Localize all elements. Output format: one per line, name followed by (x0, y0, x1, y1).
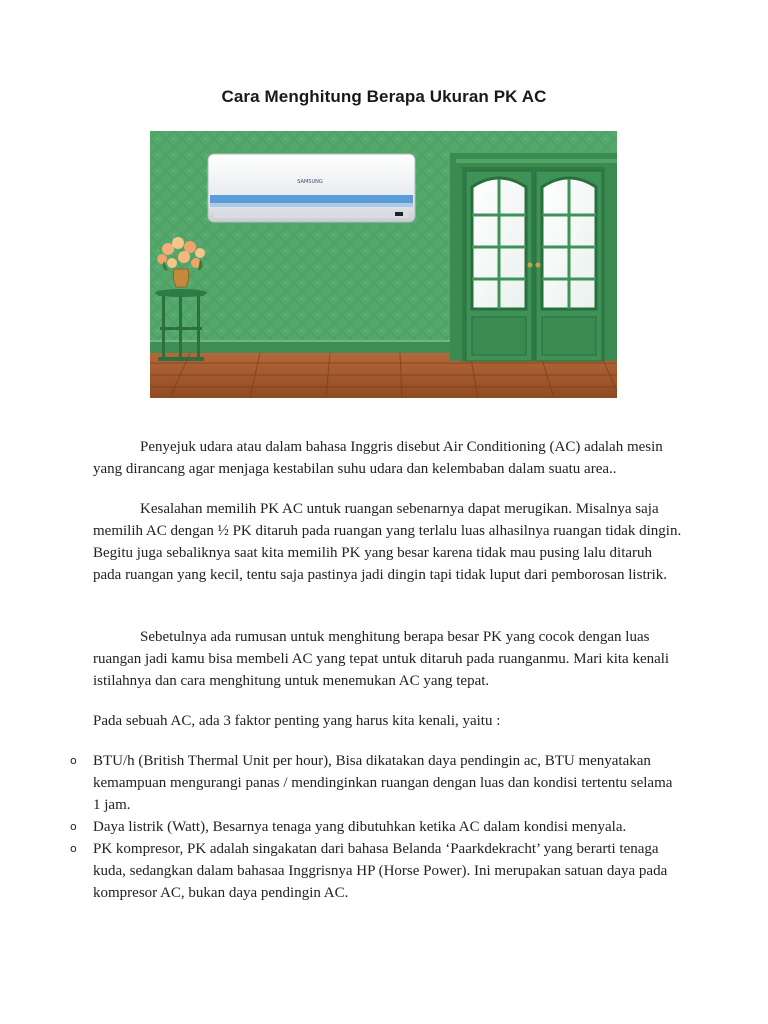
air-conditioner-unit (208, 154, 415, 222)
bullet-marker: o (70, 842, 77, 855)
document-title: Cara Menghitung Berapa Ukuran PK AC (221, 87, 547, 106)
paragraph-pk-mistake: Kesalahan memilih PK AC untuk ruangan sebenarnya dapat merugikan. Misalnya saja memilih AC dengan ½ PK ditaruh pada ruangan yang terlalu luas alhasilnya ruangan tidak dingin. Begitu juga sebaliknya saat kita memilih PK yang besar karena tidak mau pusing lalu ditaruh pada ruangan yang kecil, tentu saja pastinya jadi dingin tapi tidak luput dari pemborosan listrik. (93, 501, 682, 583)
bullet-marker: o (70, 820, 77, 833)
list-item (0, 750, 683, 816)
list-item-text: PK kompresor, PK adalah singakatan dari bahasa Belanda ‘Paarkdekracht’ yang berarti tenaga kuda, sedangkan dalam bahasaa Inggrisnya HP (Horse Power). Ini merupakan satuan daya pada kompresor AC, bukan daya pendingin AC. (93, 841, 668, 901)
list-item (0, 816, 683, 838)
ac-brand-label: SAMSUNG (297, 179, 323, 185)
paragraph-formula-intro: Sebetulnya ada rumusan untuk menghitung berapa besar PK yang cocok dengan luas ruangan jadi kamu bisa membeli AC yang tepat untuk ditaruh pada ruanganmu. Mari kita kenali istilahnya dan cara menghitung untuk menemukan AC yang tepat. (93, 629, 670, 689)
list-item-text: BTU/h (British Thermal Unit per hour), Bisa dikatakan daya pendingin ac, BTU menyatakan kemampuan mengurangi panas / mendinginkan ruangan dengan luas dan kondisi tertentu selama 1 jam. (93, 753, 673, 813)
paragraph-factors-intro: Pada sebuah AC, ada 3 faktor penting yang harus kita kenali, yaitu : (93, 713, 501, 729)
factor-list (0, 750, 768, 904)
double-door (450, 153, 617, 361)
list-item-text: Daya listrik (Watt), Besarnya tenaga yang dibutuhkan ketika AC dalam kondisi menyala. (93, 819, 627, 835)
paragraph-ac-definition: Penyejuk udara atau dalam bahasa Inggris disebut Air Conditioning (AC) adalah mesin yang dirancang agar menjaga kestabilan suhu udara dan kelembaban dalam suatu area.. (93, 439, 663, 477)
bullet-marker: o (70, 754, 77, 767)
ac-room-illustration (150, 131, 617, 398)
side-table-with-flowers (155, 237, 207, 361)
list-item (0, 838, 683, 904)
